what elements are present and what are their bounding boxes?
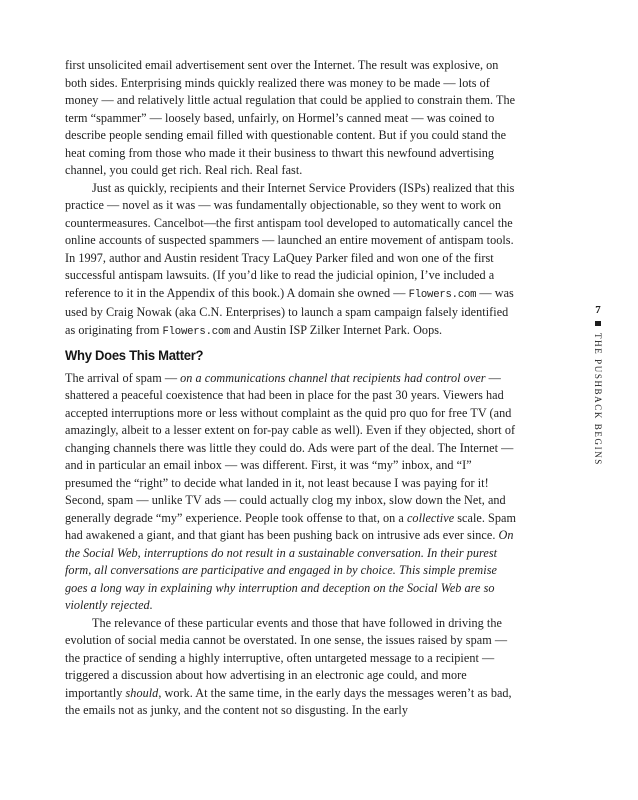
text-segment-italic: should xyxy=(125,685,159,700)
text-segment-normal: first unsolicited email advertisement sent over the Internet. The result was explosive, on both sides. Enterprising minds quickly realized there was money to be made — lots of money — and relatively little actual regulation that could be applied to constrain them. The term “spammer” — loosely based, unfairly, on Hormel’s canned meat — was coined to describe people sending email filled with questionable content. But if you could stand the heat coming from those who made it their business to thwart this newfound advertising channel, you could get rich. Real rich. Real fast. xyxy=(65,58,516,177)
section-heading: Why Does This Matter? xyxy=(65,348,204,363)
paragraph xyxy=(65,57,517,180)
page-number: 7 xyxy=(595,304,601,316)
text-segment-normal: The arrival of spam — xyxy=(65,370,181,385)
square-bullet-icon xyxy=(595,321,601,326)
body-text-column xyxy=(65,57,517,720)
chapter-title-vertical: THE PUSHBACK BEGINS xyxy=(593,333,603,466)
text-segment-normal: Just as quickly, recipients and their Internet Service Providers (ISPs) realized that this practice — novel as it was — was fundamentally objectionable, so they went to work on countermeasures. Cancelbot—the first antispam tool developed to automatically cancel the online accounts of suspected spammers — launched an entire movement of antispam tools. In 1997, author and Austin resident Tracy LaQuey Parker filed and won one of the first successful antispam lawsuits. (If you’d like to read the judicial opinion, I’ve included a reference to it in the Appendix of this book.) A domain she owned — xyxy=(65,180,515,300)
text-segment-normal: and Austin ISP Zilker Internet Park. Oops. xyxy=(230,322,443,337)
text-segment-normal: — shattered a peaceful coexistence that had been in place for the past 30 years. Viewers had accepted interruptions more or less without complaint as the quid pro quo for free TV (and amazingly, albeit to a lesser extent on for-pay cable as well). Even if they objected, short of changing channels there was little they could do. Ads were part of the deal. The Internet — and in particular an email inbox — was different. First, it was “my” inbox, and “I” presumed the “right” to decide what landed in it, not least because I was paying for it! Second, spam — unlike TV ads — could actually clog my inbox, slow down the Net, and generally degrade “my” experience. People took offense to that, on a xyxy=(65,370,516,525)
paragraph xyxy=(65,180,517,342)
text-segment-normal: — was used by Craig Nowak (aka C.N. Enterprises) to launch a spam campaign falsely identified as originating from xyxy=(65,285,514,337)
text-segment-normal: scale. Spam had awakened a giant, and that giant has been pushing back on intrusive ads ever since. xyxy=(65,510,517,542)
text-segment-normal: , work. At the same time, in the early days the messages weren’t as bad, the emails not as junky, and the content not so disgusting. In the early xyxy=(65,685,512,717)
paragraph xyxy=(65,370,517,615)
text-segment-italic: collective xyxy=(406,510,455,525)
text-segment-italic: On the Social Web, interruptions do not result in a sustainable conversation. In their purest form, all conversations are participative and engaged in by choice. This simple premise goes a long way in explaining why interruption and deception on the Social Web are so violently rejected. xyxy=(65,528,514,612)
page-margin-sidebar xyxy=(589,304,607,466)
text-segment-normal: The relevance of these particular events and those that have followed in driving the evolution of social media cannot be overstated. In one sense, the issues raised by spam — the practice of sending a highly interruptive, often untargeted message to a recipient — triggered a discussion about how advertising in an electronic age could, and more importantly xyxy=(65,615,508,700)
text-segment-italic: on a communications channel that recipients had control over xyxy=(180,370,486,385)
paragraph xyxy=(65,615,517,720)
text-segment-mono: Flowers.com xyxy=(162,325,231,338)
text-segment-mono: Flowers.com xyxy=(408,288,477,301)
